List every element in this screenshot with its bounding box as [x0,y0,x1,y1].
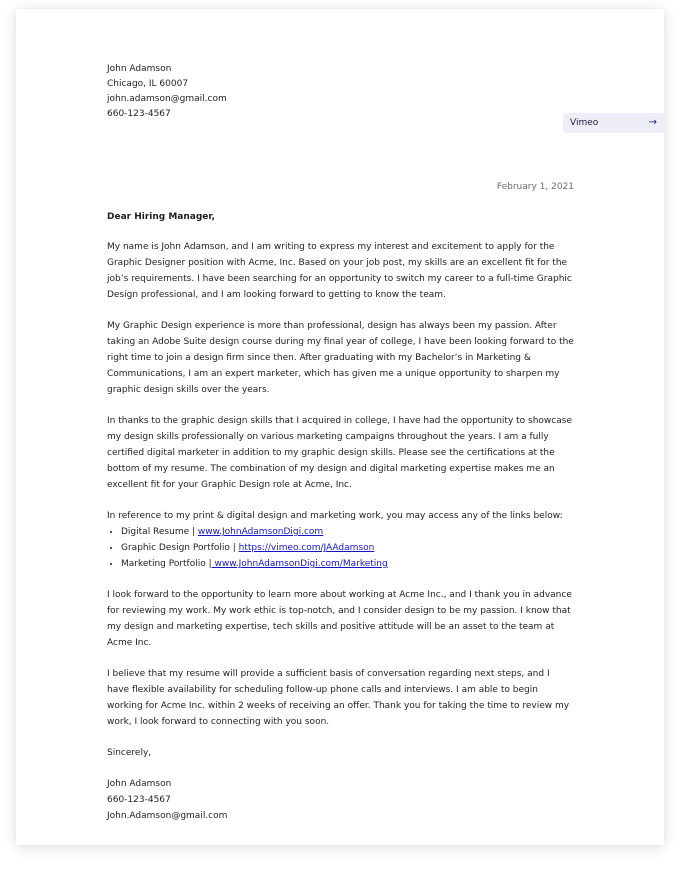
marketing-portfolio-link[interactable]: www.JohnAdamsonDigi.com/Marketing [211,559,388,569]
paragraph-experience: My Graphic Design experience is more than professional, design has always been my passion. After taking an Adobe Suite design course during my final year of college, I have been looking forward to the right time to join a design firm since then. After graduating with my Bachelor’s in Marketing & Communications, I am an expert marketer, which has given me a unique opportunity to sharpen my graphic design skills over the years. [107,321,574,395]
sender-address: Chicago, IL 60007 [107,79,189,89]
sender-phone: 660-123-4567 [107,109,171,119]
link-label: Graphic Design Portfolio | [121,543,239,553]
paragraph-skills: In thanks to the graphic design skills that I acquired in college, I have had the opportunity to showcase my design skills professionally on various marketing campaigns throughout the years. I am a fully certified digital marketer in addition to my graphic design skills. Please see the certifications at the bottom of my resume. The combination of my design and digital marketing expertise makes me an excellent fit for your Graphic Design role at Acme, Inc. [107,416,572,490]
letter-content [107,62,657,821]
list-item [121,556,574,572]
paragraph-closing: I look forward to the opportunity to learn more about working at Acme Inc., and I thank you in advance for reviewing my work. My work ethic is top-notch, and I consider design to be my passion. I know that my design and marketing expertise, tech skills and positive attitude will be an asset to the team at Acme Inc. [107,590,572,648]
signature-phone: 660-123-4567 [107,795,171,805]
signature-name: John Adamson [107,779,172,789]
salutation: Dear Hiring Manager, [107,212,215,222]
paragraph-intro: My name is John Adamson, and I am writing to express my interest and excitement to apply for the Graphic Designer position with Acme, Inc. Based on your job post, my skills are an excellent fit for the job’s requirements. I have been searching for an opportunity to switch my career to a full-time Graphic Design professional, and I am looking forward to getting to know the team. [107,242,572,300]
sender-email: john.adamson@gmail.com [107,94,227,104]
digital-resume-link[interactable]: www.JohnAdamsonDigi.com [197,527,324,537]
link-label: Marketing Portfolio | [121,559,212,569]
arrow-right-icon: → [648,117,657,128]
link-label: Digital Resume | [121,527,198,537]
paragraph-next-steps: I believe that my resume will provide a sufficient basis of conversation regarding next steps, and I have flexible availability for scheduling follow-up phone calls and interviews. I am able to begin working for Acme Inc. within 2 weeks of receiving an offer. Thank you for taking the time to review my work, I look forward to connecting with you soon. [107,669,570,727]
letter-page [16,9,664,845]
list-item [121,540,574,556]
letter-date: February 1, 2021 [496,182,574,192]
signoff: Sincerely, [107,748,152,758]
signature-email: John.Adamson@gmail.com [107,811,228,821]
sender-name: John Adamson [107,64,172,74]
signature-block [107,745,574,824]
letter-body [107,239,574,824]
links-list [107,524,574,572]
vimeo-link-button[interactable] [563,113,664,133]
links-intro: In reference to my print & digital design and marketing work, you may access any of the links below: [107,511,563,521]
portfolio-link[interactable]: https://vimeo.com/JAAdamson [238,543,375,553]
list-item [121,524,574,540]
vimeo-button-label: Vimeo [570,118,599,128]
sender-block [107,62,574,122]
